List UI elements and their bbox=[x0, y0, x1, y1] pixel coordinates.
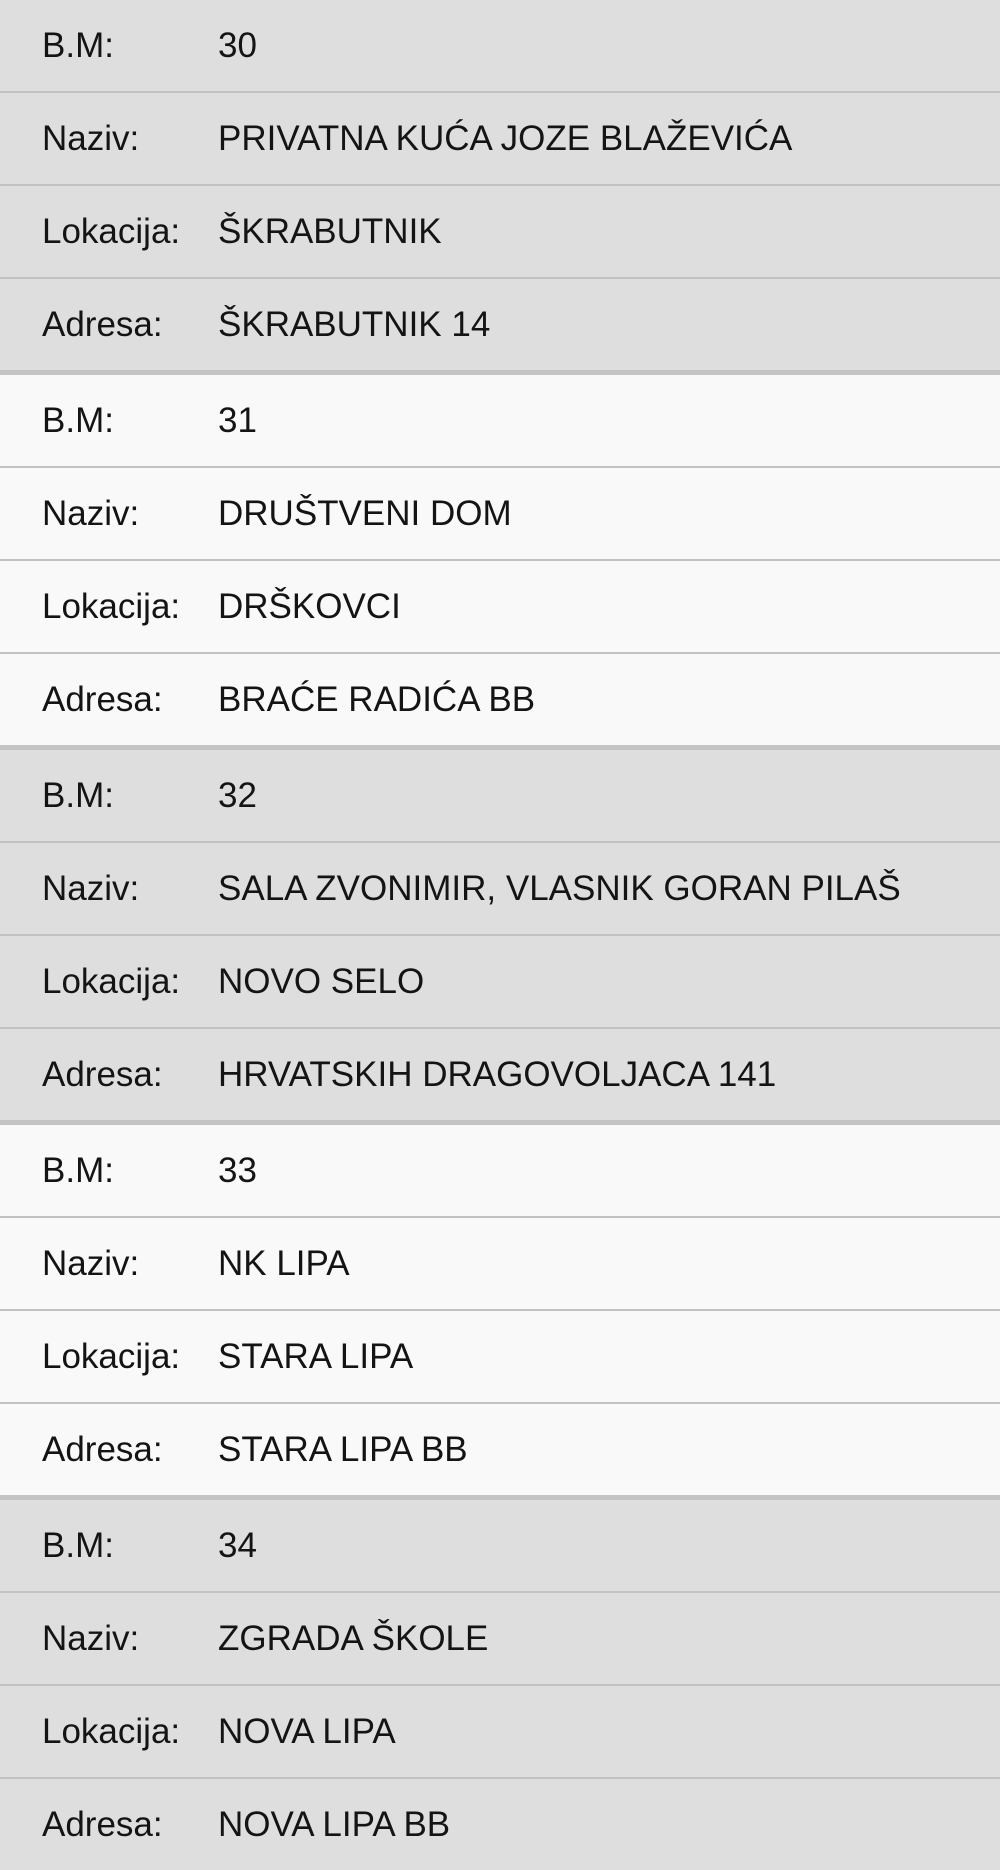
list-item[interactable] bbox=[0, 745, 1000, 1120]
adresa-row bbox=[0, 1777, 1000, 1870]
naziv-value: SALA ZVONIMIR, VLASNIK GORAN PILAŠ bbox=[218, 868, 901, 908]
bm-value: 34 bbox=[218, 1525, 257, 1565]
adresa-value: NOVA LIPA BB bbox=[218, 1804, 451, 1844]
bm-value: 32 bbox=[218, 775, 257, 815]
bm-label: B.M: bbox=[42, 400, 114, 440]
bm-label: B.M: bbox=[42, 25, 114, 65]
list-item[interactable] bbox=[0, 370, 1000, 745]
bm-row bbox=[0, 1125, 1000, 1216]
adresa-row bbox=[0, 1402, 1000, 1495]
list-item[interactable] bbox=[0, 1495, 1000, 1870]
naziv-row bbox=[0, 466, 1000, 559]
bm-value: 33 bbox=[218, 1150, 257, 1190]
lokacija-value: ŠKRABUTNIK bbox=[218, 211, 442, 251]
naziv-label: Naziv: bbox=[42, 868, 140, 908]
naziv-value: ZGRADA ŠKOLE bbox=[218, 1618, 489, 1658]
adresa-label: Adresa: bbox=[42, 1804, 163, 1844]
naziv-value: NK LIPA bbox=[218, 1243, 350, 1283]
lokacija-row bbox=[0, 559, 1000, 652]
naziv-label: Naziv: bbox=[42, 118, 140, 158]
adresa-value: STARA LIPA BB bbox=[218, 1429, 468, 1469]
adresa-row bbox=[0, 1027, 1000, 1120]
naziv-value: DRUŠTVENI DOM bbox=[218, 493, 512, 533]
bm-label: B.M: bbox=[42, 1150, 114, 1190]
adresa-label: Adresa: bbox=[42, 304, 163, 344]
lokacija-value: DRŠKOVCI bbox=[218, 586, 401, 626]
bm-value: 31 bbox=[218, 400, 257, 440]
naziv-row bbox=[0, 841, 1000, 934]
lokacija-value: NOVO SELO bbox=[218, 961, 425, 1001]
adresa-row bbox=[0, 652, 1000, 745]
bm-label: B.M: bbox=[42, 775, 114, 815]
bm-row bbox=[0, 0, 1000, 91]
naziv-row bbox=[0, 1591, 1000, 1684]
adresa-label: Adresa: bbox=[42, 679, 163, 719]
lokacija-row bbox=[0, 1684, 1000, 1777]
list-item[interactable] bbox=[0, 1120, 1000, 1495]
lokacija-row bbox=[0, 1309, 1000, 1402]
bm-row bbox=[0, 750, 1000, 841]
lokacija-row bbox=[0, 184, 1000, 277]
naziv-row bbox=[0, 1216, 1000, 1309]
bm-row bbox=[0, 375, 1000, 466]
bm-row bbox=[0, 1500, 1000, 1591]
adresa-value: BRAĆE RADIĆA BB bbox=[218, 679, 536, 719]
lokacija-label: Lokacija: bbox=[42, 211, 181, 251]
naziv-label: Naziv: bbox=[42, 1618, 140, 1658]
bm-value: 30 bbox=[218, 25, 257, 65]
adresa-value: ŠKRABUTNIK 14 bbox=[218, 304, 491, 344]
adresa-row bbox=[0, 277, 1000, 370]
lokacija-row bbox=[0, 934, 1000, 1027]
lokacija-label: Lokacija: bbox=[42, 1336, 181, 1376]
lokacija-label: Lokacija: bbox=[42, 1711, 181, 1751]
lokacija-value: STARA LIPA bbox=[218, 1336, 414, 1376]
bm-label: B.M: bbox=[42, 1525, 114, 1565]
naziv-row bbox=[0, 91, 1000, 184]
naziv-label: Naziv: bbox=[42, 1243, 140, 1283]
lokacija-label: Lokacija: bbox=[42, 961, 181, 1001]
adresa-label: Adresa: bbox=[42, 1429, 163, 1469]
adresa-value: HRVATSKIH DRAGOVOLJACA 141 bbox=[218, 1054, 777, 1094]
lokacija-label: Lokacija: bbox=[42, 586, 181, 626]
naziv-label: Naziv: bbox=[42, 493, 140, 533]
adresa-label: Adresa: bbox=[42, 1054, 163, 1094]
lokacija-value: NOVA LIPA bbox=[218, 1711, 396, 1751]
list-item[interactable] bbox=[0, 0, 1000, 370]
naziv-value: PRIVATNA KUĆA JOZE BLAŽEVIĆA bbox=[218, 118, 793, 158]
